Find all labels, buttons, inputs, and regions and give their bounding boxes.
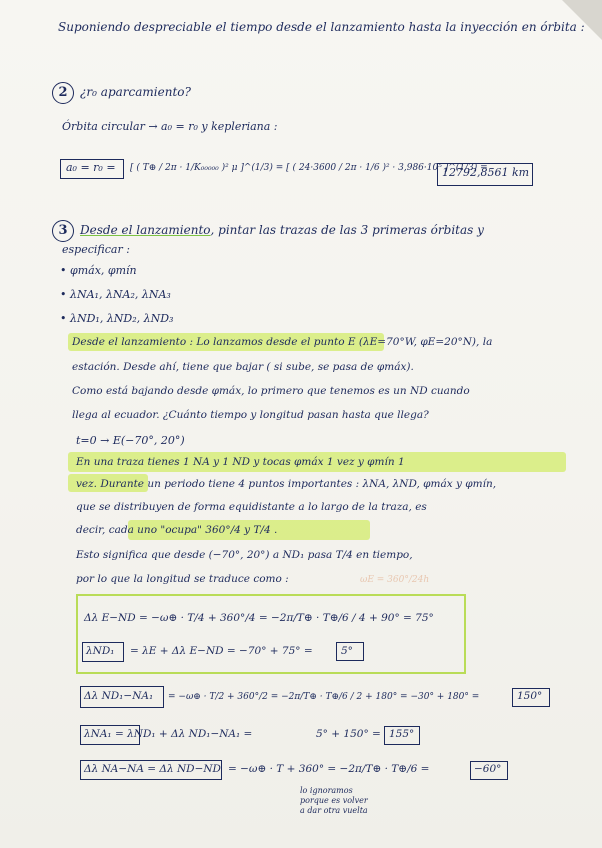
eq3-lhs: Δλ ND₁−NA₁: [84, 690, 154, 702]
q3-heading: [52, 220, 484, 242]
para2-line2: vez. Durante un periodo tiene 4 puntos importantes : λNA, λND, φmáx y φmín,: [76, 478, 497, 490]
q3-title-rest: , pintar las trazas de las 3 primeras órbitas y: [210, 223, 484, 237]
para1-line4: llega al ecuador. ¿Cuánto tiempo y longitud pasan hasta que llega?: [72, 409, 429, 421]
eq3-result: 150°: [517, 690, 543, 702]
eq5-note: lo ignoramos porque es volver a dar otra vuelta: [300, 786, 368, 815]
t0-line: t=0 → E(−70°, 20°): [76, 434, 185, 447]
intro-line: Suponiendo despreciable el tiempo desde el lanzamiento hasta la inyección en órbita :: [58, 20, 585, 34]
eq5: = −ω⊕ · T + 360° = −2π/T⊕ · T⊕/6 =: [228, 763, 430, 775]
green-box: [76, 594, 466, 674]
eq4-lhs: λNA₁ = λND₁ + Δλ ND₁−NA₁ =: [84, 728, 253, 740]
faint-note: ωE = 360°/24h: [360, 575, 430, 585]
q2-heading: [52, 82, 191, 104]
q3-number: 3: [52, 220, 74, 242]
q2-line1: Órbita circular → a₀ = r₀ y kepleriana :: [62, 120, 278, 133]
q2-title: ¿r₀ aparcamiento?: [80, 85, 191, 99]
q3-title: Desde el lanzamiento: [80, 223, 211, 237]
eq4-result: 155°: [389, 728, 415, 740]
para1-line2: estación. Desde ahí, tiene que bajar ( si sube, se pasa de φmáx).: [72, 361, 414, 373]
q3-bullet-3: • λND₁, λND₂, λND₃: [60, 312, 174, 325]
para3-line2: por lo que la longitud se traduce como :: [76, 573, 289, 585]
eq2-result: 5°: [341, 645, 353, 657]
q2-result: 12792,8561 km: [442, 166, 530, 179]
para2-line1: En una traza tienes 1 NA y 1 ND y tocas φmáx 1 vez y φmín 1: [76, 456, 405, 468]
eq5-result: −60°: [474, 763, 502, 775]
q3-bullet-1: • φmáx, φmín: [60, 264, 137, 277]
para1-line1: Desde el lanzamiento : Lo lanzamos desde el punto E (λE=70°W, φE=20°N), la: [72, 336, 493, 348]
para1-line3: Como está bajando desde φmáx, lo primero que tenemos es un ND cuando: [72, 385, 470, 397]
eq4: 5° + 150° =: [316, 728, 381, 740]
q3-title-cont: especificar :: [62, 243, 130, 256]
q3-bullet-2: • λNA₁, λNA₂, λNA₃: [60, 288, 171, 301]
eq2-lhs: λND₁: [86, 645, 115, 657]
q2-formula: [ ( T⊕ / 2π · 1/K₀₀₀₀₀ )² μ ]^(1/3) = [ ( 24·3600 / 2π · 1/6 )² · 3,986·10⁵ ]^(1/3) =: [130, 163, 488, 173]
eq2: = λE + Δλ E−ND = −70° + 75° =: [130, 645, 313, 657]
para2-line3: que se distribuyen de forma equidistante a lo largo de la traza, es: [76, 501, 427, 513]
eq1: Δλ E−ND = −ω⊕ · T/4 + 360°/4 = −2π/T⊕ · T⊕/6 / 4 + 90° = 75°: [84, 612, 434, 624]
eq3: = −ω⊕ · T/2 + 360°/2 = −2π/T⊕ · T⊕/6 / 2 + 180° = −30° + 180° =: [168, 692, 480, 702]
eq5-lhs: Δλ NA−NA = Δλ ND−ND: [84, 763, 221, 775]
para3-line1: Esto significa que desde (−70°, 20°) a ND₁ pasa T/4 en tiempo,: [76, 549, 413, 561]
q2-number: 2: [52, 82, 74, 104]
para2-line4: decir, cada uno "ocupa" 360°/4 y T/4 .: [76, 524, 278, 536]
q2-formula-lhs: a₀ = r₀ =: [66, 161, 116, 174]
